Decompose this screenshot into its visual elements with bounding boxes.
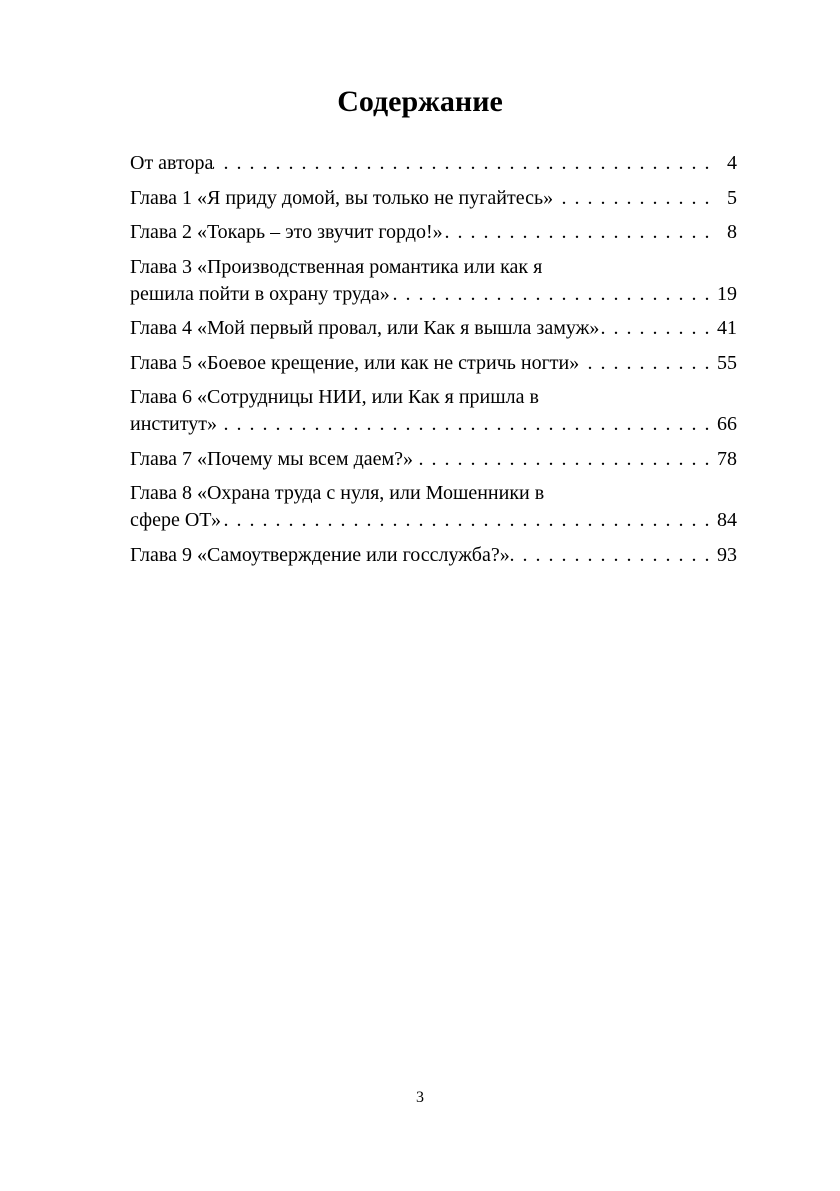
toc-entry-chapter-6[interactable]	[130, 384, 737, 438]
toc-entry-page: 78	[717, 447, 737, 470]
dot-leader	[553, 185, 717, 212]
toc-entry-title: сфере ОТ»	[130, 509, 221, 531]
dot-leader	[217, 411, 717, 438]
toc-entry-chapter-2[interactable]	[130, 219, 737, 246]
toc-entry-chapter-4[interactable]	[130, 315, 737, 342]
toc-entry-page: 41	[717, 317, 737, 339]
toc-entry-title-line1: Глава 6 «Сотрудницы НИИ, или Как я пришла в	[130, 386, 539, 408]
dot-leader	[413, 446, 717, 473]
toc-entry-chapter-5[interactable]	[130, 350, 737, 377]
toc-entry-page: 66	[717, 413, 737, 435]
toc-entry-page: 19	[717, 282, 737, 305]
toc-entry-page: 4	[727, 152, 737, 174]
toc-entry-title-line1: Глава 3 «Производственная романтика или как я	[130, 255, 543, 278]
toc-entry-title: Глава 1 «Я приду домой, вы только не пугайтесь»	[130, 186, 554, 209]
toc-entry-chapter-7[interactable]	[130, 446, 737, 473]
toc-entry-title: Глава 4 «Мой первый провал, или Как я вышла замуж»	[130, 317, 600, 339]
toc-entry-chapter-3[interactable]	[130, 254, 737, 308]
toc-entry-title: решила пойти в охрану труда»	[130, 282, 390, 305]
toc-entry-page: 8	[727, 221, 737, 243]
dot-leader	[390, 281, 717, 308]
toc-entry-page: 93	[717, 543, 737, 566]
dot-leader	[443, 219, 717, 246]
toc-entry-title: От автора	[130, 152, 214, 174]
page-number: 3	[416, 1089, 424, 1106]
toc-entry-page: 84	[717, 509, 737, 531]
page-title: Содержание	[337, 85, 503, 118]
toc-entry-title: Глава 9 «Самоутверждение или госслужба?»	[130, 543, 510, 566]
toc-entry-author[interactable]	[130, 150, 737, 177]
toc-entry-page: 55	[717, 351, 737, 374]
dot-leader	[221, 507, 717, 534]
toc-entry-chapter-1[interactable]	[130, 185, 737, 212]
table-of-contents	[130, 150, 737, 576]
toc-entry-title: Глава 7 «Почему мы всем даем?»	[130, 447, 414, 470]
toc-entry-title: институт»	[130, 413, 217, 435]
toc-entry-page: 5	[727, 186, 737, 209]
dot-leader	[579, 350, 717, 377]
dot-leader	[599, 315, 717, 342]
toc-entry-chapter-9[interactable]	[130, 542, 737, 569]
toc-entry-chapter-8[interactable]	[130, 480, 737, 534]
toc-entry-title: Глава 5 «Боевое крещение, или как не стричь ногти»	[130, 351, 580, 374]
dot-leader	[510, 542, 717, 569]
toc-entry-title-line1: Глава 8 «Охрана труда с нуля, или Мошенники в	[130, 482, 545, 504]
toc-entry-title: Глава 2 «Токарь – это звучит гордо!»	[130, 221, 443, 243]
dot-leader	[213, 150, 717, 177]
